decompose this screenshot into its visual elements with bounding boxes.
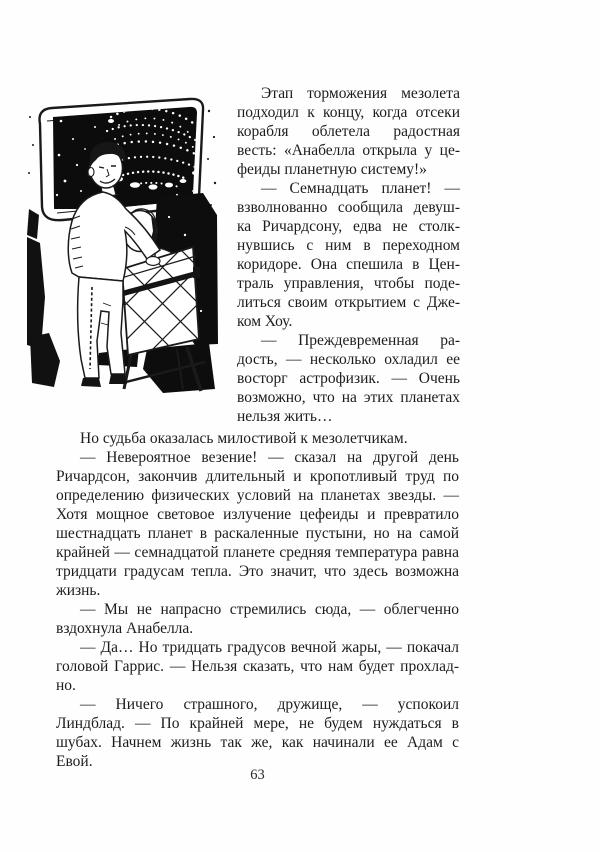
text-line: — Семнадцать планет! —: [261, 180, 460, 197]
text-line: головой Гаррис. — Нельзя сказать, что нам будет прохлад-: [56, 658, 459, 675]
text-line: коридоре. Она спешила в Цен-: [237, 256, 460, 273]
text-line: — Невероятное везение! — сказал на другой день: [80, 449, 459, 466]
text-line: ком Хоу.: [237, 313, 293, 330]
text-line: феиды планетную систему!»: [237, 161, 427, 178]
text-line: возможно, что на этих планетах: [237, 389, 460, 406]
shoe: [109, 374, 127, 384]
text-line: шестнадцать планет в раскаленные пустыни, но на самой: [56, 525, 459, 542]
text-column-right: [237, 84, 460, 426]
text-line: — Преждевременная ра-: [261, 332, 460, 349]
text-line: — Ничего страшного, дружище, — успокоил: [80, 696, 459, 713]
text-line: Линдблад. — По крайней мере, не будем нуждаться в: [56, 715, 459, 732]
text-line: жизнь.: [56, 582, 101, 599]
text-line: но.: [56, 677, 76, 694]
text-line: дость, — несколько охладил ее: [237, 351, 460, 368]
text-line: Евой.: [56, 753, 93, 770]
text-line: определению физических условий на планетах звезды. —: [56, 487, 459, 504]
text-line: ка Ричардсону, едва не столк-: [237, 218, 460, 235]
paragraph: [56, 638, 459, 695]
illustration: [27, 97, 219, 397]
text-line: тридцати градусам тепла. Это значит, что здесь возможна: [56, 563, 459, 580]
text-line: корабля облетела радостная: [237, 123, 460, 140]
text-line: восторг астрофизик. — Очень: [237, 370, 460, 387]
text-line: взволнованно сообщила девуш-: [237, 199, 460, 216]
paragraph: [237, 179, 460, 331]
text-line: шубах. Начнем жизнь так же, как начинали ее Адам с: [56, 734, 459, 751]
text-line: литься своим открытием с Дже-: [237, 294, 460, 311]
text-line: крайней — семнадцатой планете средняя температура равна: [56, 544, 459, 561]
paragraph: [56, 448, 459, 600]
illustration-drawing: [27, 97, 219, 397]
text-line: Хотя мощное световое излучение цефеиды и превратило: [56, 506, 459, 523]
hand: [146, 257, 160, 266]
text-line: — Мы не напрасно стремились сюда, — облегченно: [80, 601, 459, 618]
text-line: траль управления, чтобы поде-: [237, 275, 460, 292]
paragraph: [56, 695, 459, 771]
shoe: [81, 378, 101, 387]
text-line: нельзя жить…: [237, 408, 333, 425]
text-line: Этап торможения мезолета: [261, 85, 460, 102]
paragraph: [56, 600, 459, 638]
paragraph: [237, 84, 460, 179]
paragraph: [56, 429, 459, 448]
shadow-left: [27, 209, 60, 387]
paragraph: [237, 331, 460, 426]
text-line: подходил к концу, когда отсеки: [237, 104, 460, 121]
text-line: — Да… Но тридцать градусов вечной жары, — покачал: [80, 639, 459, 656]
text-line: Но судьба оказалась милостивой к мезолетчикам.: [80, 430, 408, 447]
text-line: Ричардсон, закончив длительный и кропотливый труд по: [56, 468, 459, 485]
text-line: вздохнула Анабелла.: [56, 620, 194, 637]
text-body: [56, 429, 459, 771]
text-line: весть: «Анабелла открыла у це-: [237, 142, 460, 159]
text-line: нувшись с ним в переходном: [237, 237, 460, 254]
page-number: 63: [250, 767, 265, 783]
